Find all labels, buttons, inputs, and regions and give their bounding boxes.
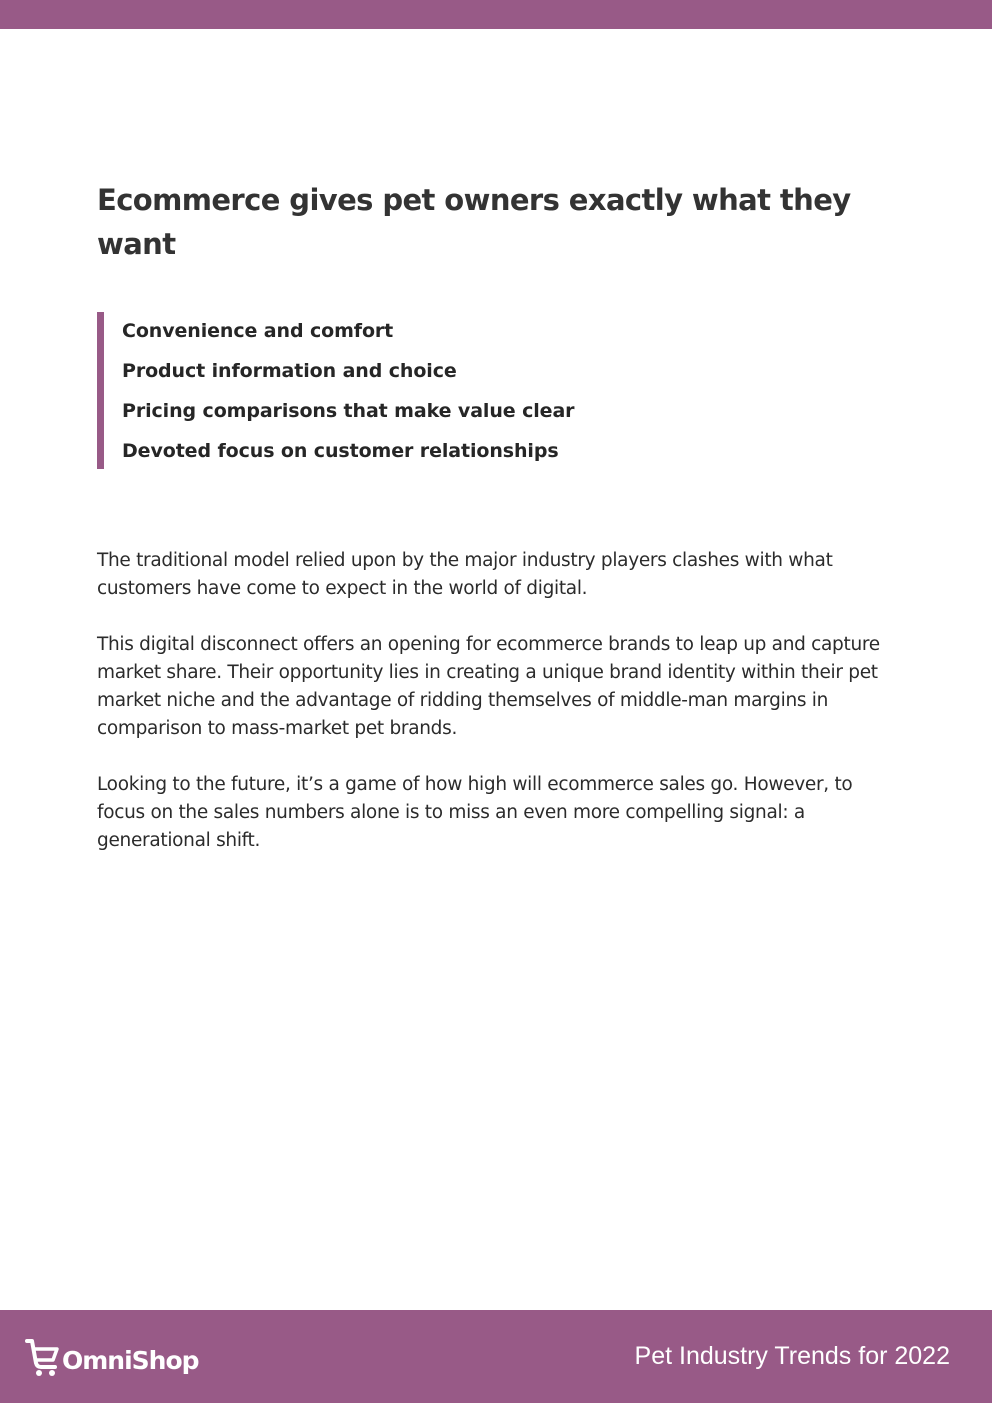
paragraph: This digital disconnect offers an opening for ecommerce brands to leap up and capture market share. Their opportunity lies in creating a unique brand identity within their pet market niche and the advantage of ridding themselves of middle-man margins in comparison to mass-market pet brands. xyxy=(97,634,880,739)
omnishop-logo xyxy=(24,1332,199,1382)
top-accent-bar xyxy=(0,0,992,29)
benefit-item: Devoted focus on customer relationships xyxy=(122,440,559,462)
shopping-cart-icon xyxy=(24,1336,60,1378)
benefit-item: Convenience and comfort xyxy=(122,320,394,342)
benefits-list xyxy=(97,312,657,469)
body-text xyxy=(97,547,897,883)
paragraph: The traditional model relied upon by the major industry players clashes with what customers have come to expect in the world of digital. xyxy=(97,550,833,599)
benefit-item: Product information and choice xyxy=(122,360,457,382)
report-title: Pet Industry Trends for 2022 xyxy=(634,1342,950,1370)
logo-text: OmniShop xyxy=(62,1345,199,1375)
benefit-item: Pricing comparisons that make value clear xyxy=(122,400,575,422)
paragraph: Looking to the future, it’s a game of how high will ecommerce sales go. However, to focus on the sales numbers alone is to miss an even more compelling signal: a generational shift. xyxy=(97,774,853,851)
page-title: Ecommerce gives pet owners exactly what they want xyxy=(97,183,851,261)
